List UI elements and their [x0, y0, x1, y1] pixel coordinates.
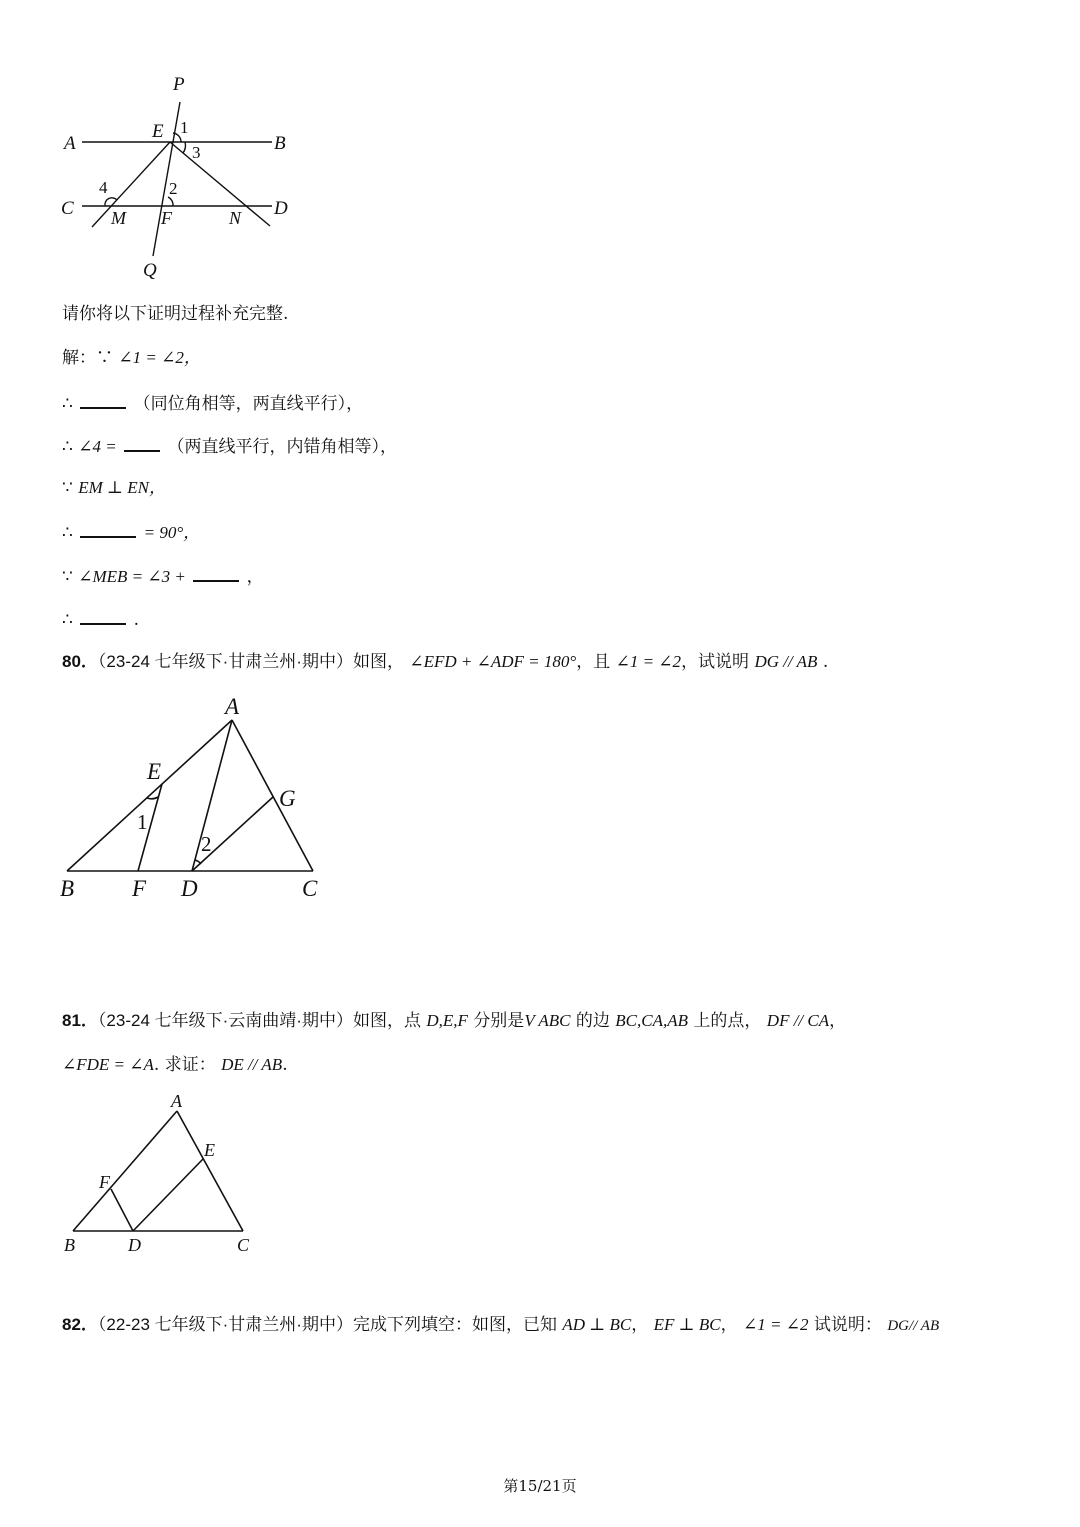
- answer-blank-5[interactable]: [80, 606, 126, 625]
- proof-line-4-math: EM ⊥ EN，: [78, 478, 166, 497]
- label-N: N: [229, 208, 242, 228]
- therefore-symbol: ∴: [62, 394, 73, 414]
- question-82: [62, 1313, 939, 1338]
- figure-triangle-abc-80: [55, 690, 335, 905]
- proof-intro: 请你将以下证明过程补充完整.: [62, 304, 289, 324]
- side-BA: [73, 1111, 177, 1231]
- proof-line-5: [62, 519, 200, 545]
- question-text: .: [282, 1055, 288, 1075]
- proof-line-4: [62, 476, 166, 500]
- question-source: （22-23 七年级下·甘肃兰州·期中）: [97, 1315, 353, 1334]
- label-M: M: [111, 208, 126, 228]
- label-D: D: [274, 198, 288, 219]
- question-math: DF // CA: [766, 1011, 830, 1030]
- question-source: （23-24 七年级下·甘肃兰州·期中）: [97, 652, 353, 671]
- because-symbol: ∵: [62, 478, 73, 498]
- question-text: . 求证：: [153, 1055, 216, 1075]
- proof-line-3: [62, 433, 397, 459]
- label-C: C: [61, 198, 74, 219]
- therefore-symbol: ∴: [62, 437, 73, 457]
- page-number: 第15/21页: [503, 1477, 577, 1495]
- proof-line-2: [62, 390, 363, 416]
- label-F: F: [132, 876, 147, 901]
- because-symbol: ∵: [62, 567, 73, 587]
- proof-line-6-math: ∠MEB = ∠3 +: [78, 567, 186, 586]
- proof-line-1-math: ∠1 = ∠2，: [118, 348, 201, 367]
- label-G: G: [279, 786, 296, 811]
- angle-arc-2: [168, 197, 173, 206]
- question-math: ∠FDE = ∠A: [62, 1055, 154, 1074]
- question-number: 80．: [62, 652, 98, 671]
- question-math: DE // AB: [221, 1055, 283, 1074]
- proof-line-5-math: = 90°，: [143, 523, 201, 542]
- question-text: 试说明：: [813, 1315, 882, 1335]
- label-A: A: [225, 694, 240, 719]
- label-1: 1: [180, 118, 189, 137]
- question-text: ，: [631, 1315, 649, 1335]
- label-B: B: [60, 876, 75, 901]
- question-math: ∠1 = ∠2: [743, 1315, 809, 1334]
- label-A: A: [171, 1091, 182, 1111]
- side-AC: [232, 720, 313, 871]
- proof-line-1: [62, 346, 201, 370]
- question-number: 82．: [62, 1315, 98, 1334]
- question-number: 81．: [62, 1011, 98, 1030]
- question-source: （23-24 七年级下·云南曲靖·期中）: [97, 1011, 353, 1030]
- segment-DE: [133, 1159, 203, 1231]
- therefore-symbol: ∴: [62, 610, 73, 630]
- angle-arc-2: [195, 860, 201, 864]
- line-EN: [170, 142, 270, 226]
- figure-triangle-abc-81: [55, 1085, 265, 1260]
- proof-line-3-math: ∠4 =: [78, 437, 117, 456]
- therefore-symbol: ∴: [62, 523, 73, 543]
- question-text: ，且: [576, 652, 611, 672]
- proof-line-7: [62, 606, 139, 632]
- question-math: D,E,F: [426, 1011, 468, 1030]
- label-3: 3: [192, 143, 201, 162]
- label-1: 1: [137, 810, 148, 834]
- answer-blank-1[interactable]: [80, 390, 126, 409]
- question-81: [62, 1009, 846, 1033]
- question-81-line-2: [62, 1053, 288, 1077]
- question-text: 上的点，: [693, 1011, 762, 1031]
- figure-parallel-lines: [55, 68, 305, 283]
- proof-line-1-prefix: 解：∵: [62, 348, 113, 368]
- question-text: ，试说明: [681, 652, 750, 672]
- label-4: 4: [99, 178, 108, 197]
- question-text: 完成下列填空：如图，已知: [352, 1315, 557, 1335]
- question-80: [62, 650, 828, 674]
- question-math: ∠EFD + ∠ADF = 180°: [409, 652, 577, 671]
- label-2: 2: [169, 179, 178, 198]
- label-D: D: [181, 876, 198, 901]
- proof-line-7-end: .: [133, 610, 140, 630]
- label-B: B: [64, 1235, 75, 1255]
- question-text: 的边: [575, 1011, 610, 1031]
- question-text: ，: [829, 1011, 847, 1031]
- label-P: P: [173, 74, 185, 95]
- answer-blank-3[interactable]: [80, 519, 136, 538]
- proof-line-6-end: ，: [246, 567, 264, 587]
- answer-blank-2[interactable]: [124, 433, 160, 452]
- question-text: 如图，: [352, 652, 404, 672]
- question-math: AD ⊥ BC: [562, 1315, 632, 1334]
- label-E: E: [147, 759, 162, 784]
- label-A: A: [64, 133, 76, 154]
- angle-arc-3: [183, 142, 185, 153]
- question-math: BC,CA,AB: [615, 1011, 688, 1030]
- question-text: 如图，点: [352, 1011, 421, 1031]
- proof-line-3-reason: （两直线平行，内错角相等），: [167, 437, 398, 457]
- side-AC: [177, 1111, 243, 1231]
- question-math: DG// AB: [887, 1318, 940, 1334]
- question-text: 分别是: [473, 1011, 525, 1031]
- question-math: DG // AB: [754, 652, 818, 671]
- segment-FD: [111, 1189, 133, 1231]
- label-E: E: [204, 1140, 215, 1160]
- label-Q: Q: [143, 260, 157, 281]
- segment-AD: [192, 720, 232, 871]
- label-E: E: [152, 121, 164, 142]
- label-2: 2: [201, 832, 212, 856]
- question-text: ，: [720, 1315, 738, 1335]
- question-math: EF ⊥ BC: [653, 1315, 721, 1334]
- label-C: C: [237, 1235, 250, 1255]
- answer-blank-4[interactable]: [193, 563, 239, 582]
- label-B: B: [274, 133, 286, 154]
- label-F: F: [161, 208, 172, 228]
- question-math: V ABC: [524, 1011, 571, 1030]
- label-C: C: [302, 876, 318, 901]
- label-F: F: [99, 1172, 110, 1192]
- label-D: D: [128, 1235, 141, 1255]
- proof-line-6: [62, 563, 264, 589]
- question-text: .: [822, 652, 829, 672]
- proof-line-2-reason: （同位角相等，两直线平行），: [133, 394, 364, 414]
- question-math: ∠1 = ∠2: [615, 652, 682, 671]
